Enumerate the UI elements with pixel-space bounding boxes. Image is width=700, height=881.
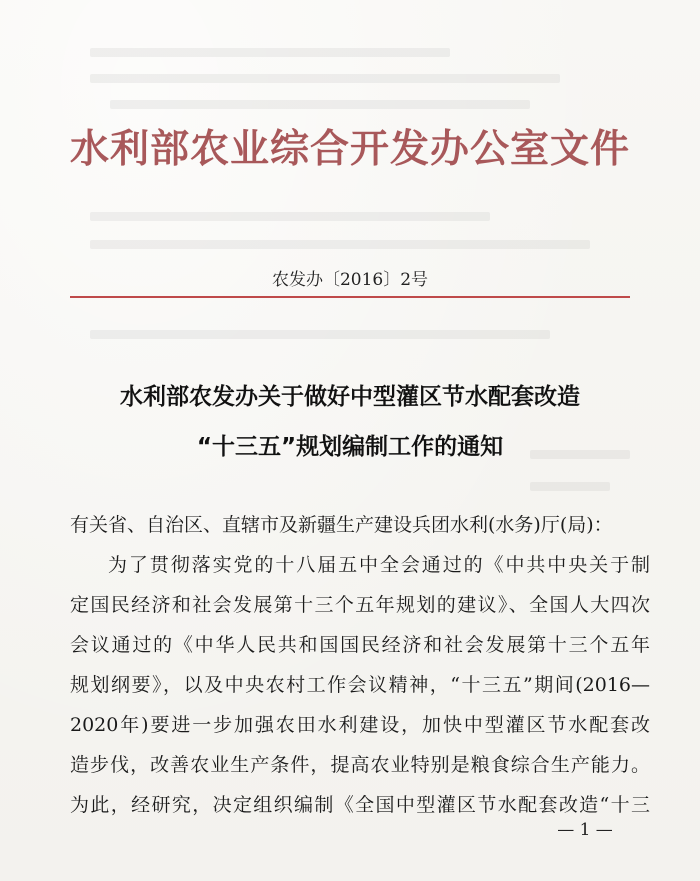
notice-title-line-2: “十三五”规划编制工作的通知 [196,434,504,460]
bleed-through-mark [530,482,610,491]
document-number: 农发办〔2016〕2号 [271,270,429,290]
bleed-through-mark [90,74,560,83]
body-line: 2020年)要进一步加强农田水利建设，加快中型灌区节水配套改 [70,714,650,736]
body-line: 为了贯彻落实党的十八届五中全会通过的《中共中央关于制 [108,554,650,576]
bleed-through-mark [110,100,530,109]
body-line: 造步伐，改善农业生产条件，提高农业特别是粮食综合生产能力。 [70,754,650,776]
red-separator-line [70,296,630,298]
bleed-through-mark [90,240,590,249]
body-line: 定国民经济和社会发展第十三个五年规划的建议》、全国人大四次 [70,594,650,616]
bleed-through-mark [90,48,450,57]
page-number: — 1 — [557,820,613,840]
bleed-through-mark [90,330,550,339]
bleed-through-mark [90,212,490,221]
body-line: 为此，经研究，决定组织编制《全国中型灌区节水配套改造“十三 [70,794,650,816]
notice-title-line-1: 水利部农发办关于做好中型灌区节水配套改造 [120,384,580,410]
body-line: 规划纲要》，以及中央农村工作会议精神，“十三五”期间(2016— [70,674,650,696]
addressee-line: 有关省、自治区、直辖市及新疆生产建设兵团水利(水务)厅(局)： [70,514,613,536]
body-line: 会议通过的《中华人民共和国国民经济和社会发展第十三个五年 [70,634,650,656]
issuer-header: 水利部农业综合开发办公室文件 [69,127,630,172]
